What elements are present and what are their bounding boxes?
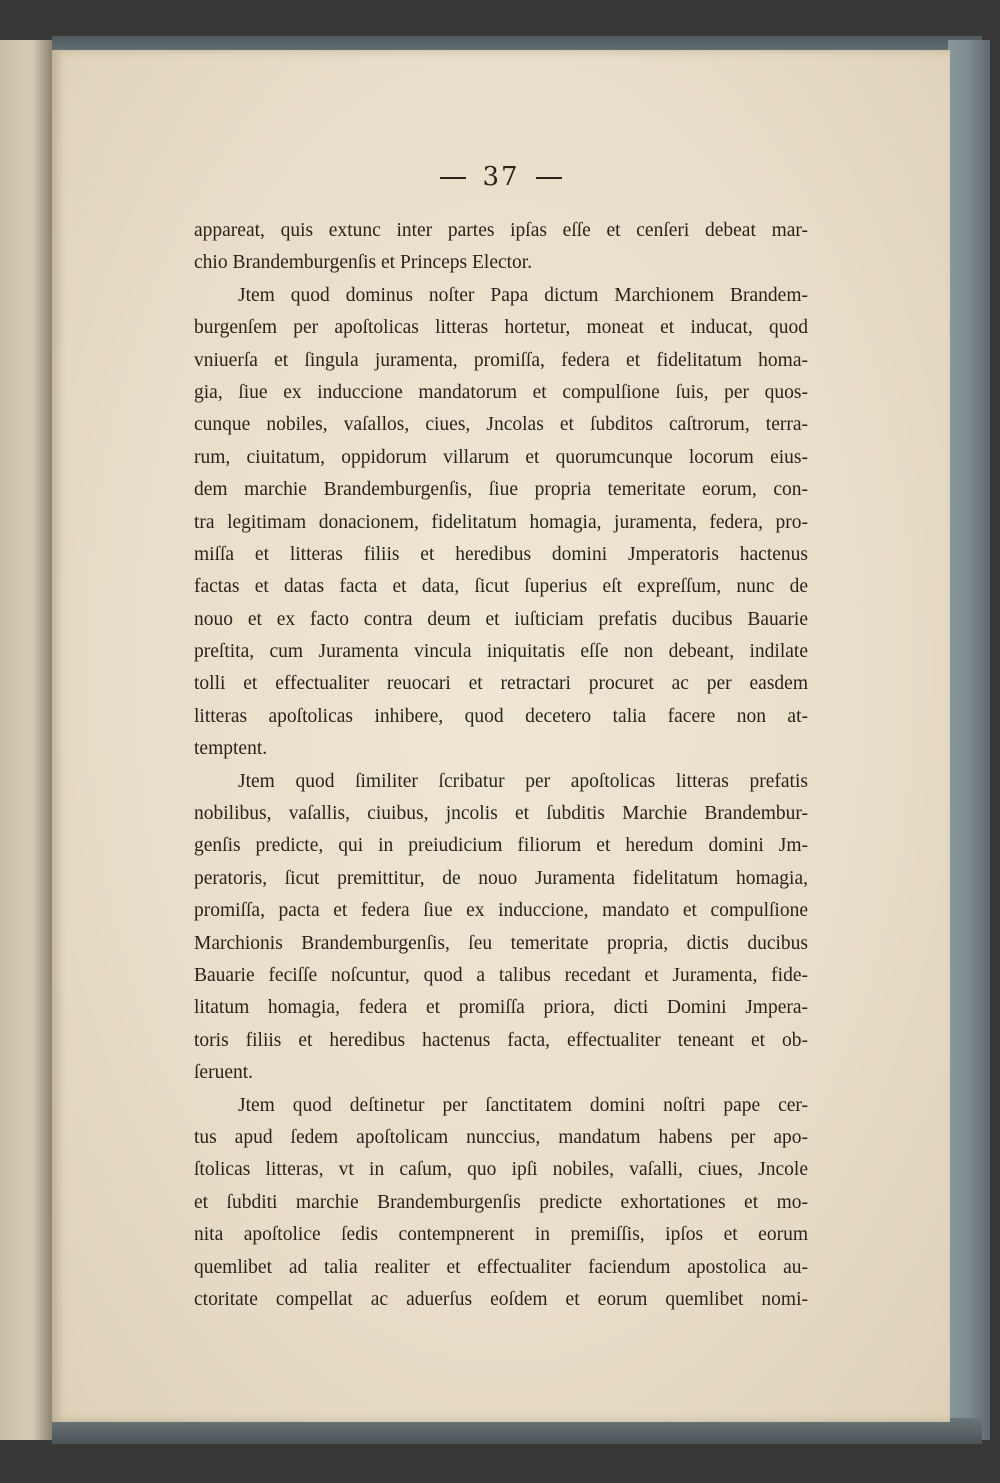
text-line: cunque nobiles, vaſallos, ciues, Jncolas et ſubditos caſtrorum, terra- bbox=[194, 414, 808, 436]
text-line: vniuerſa et ſingula juramenta, promiſſa, federa et fidelitatum homa- bbox=[194, 349, 808, 371]
text-line: Jtem quod dominus noſter Papa dictum Marchionem Brandem- bbox=[238, 284, 808, 306]
text-line: peratoris, ſicut premittitur, de nouo Juramenta fidelitatum homagia, bbox=[194, 867, 808, 889]
text-line: ſtolicas litteras, vt in caſum, quo ipſi nobiles, vaſalli, ciues, Jncole bbox=[194, 1159, 808, 1181]
page-number-value: 37 bbox=[482, 162, 520, 192]
text-line: Bauarie feciſſe noſcuntur, quod a talibus recedant et Juramenta, fide- bbox=[194, 964, 808, 986]
book-page bbox=[52, 50, 950, 1422]
text-line: tus apud ſedem apoſtolicam nunccius, mandatum habens per apo- bbox=[194, 1126, 808, 1148]
text-line: Jtem quod deſtinetur per ſanctitatem domini noſtri pape cer- bbox=[238, 1094, 808, 1116]
text-line: toris filiis et heredibus hactenus facta, effectualiter teneant et ob- bbox=[194, 1029, 808, 1051]
text-line: Jtem quod ſimiliter ſcribatur per apoſtolicas litteras prefatis bbox=[238, 770, 808, 792]
text-line: litatum homagia, federa et promiſſa priora, dicti Domini Jmpera- bbox=[194, 997, 808, 1019]
text-line: factas et datas facta et data, ſicut ſuperius eſt expreſſum, nunc de bbox=[194, 576, 808, 598]
text-line: burgenſem per apoſtolicas litteras hortetur, moneat et inducat, quod bbox=[194, 317, 808, 339]
text-line: rum, ciuitatum, oppidorum villarum et quorumcunque locorum eius- bbox=[194, 446, 808, 468]
text-line: et ſubditi marchie Brandemburgenſis predicte exhortationes et mo- bbox=[194, 1191, 808, 1213]
text-line: tolli et effectualiter reuocari et retractari procuret ac per easdem bbox=[194, 673, 808, 695]
text-line: tra legitimam donacionem, fidelitatum homagia, juramenta, federa, pro- bbox=[194, 511, 808, 533]
text-line: genſis predicte, qui in preiudicium filiorum et heredum domini Jm- bbox=[194, 835, 808, 857]
text-line: nita apoſtolice ſedis contempnerent in premiſſis, ipſos et eorum bbox=[194, 1224, 808, 1246]
page-number bbox=[52, 162, 950, 192]
text-line: promiſſa, pacta et federa ſiue ex induccione, mandato et compulſione bbox=[194, 900, 808, 922]
text-line: quemlibet ad talia realiter et effectualiter faciendum apostolica au- bbox=[194, 1256, 808, 1278]
text-line: nouo et ex facto contra deum et iuſticiam prefatis ducibus Bauarie bbox=[194, 608, 808, 630]
dash-right bbox=[536, 177, 562, 179]
text-line: miſſa et litteras filiis et heredibus domini Jmperatoris hactenus bbox=[194, 543, 808, 565]
dash-left bbox=[440, 177, 466, 179]
text-line: dem marchie Brandemburgenſis, ſiue propria temeritate eorum, con- bbox=[194, 479, 808, 501]
text-line: litteras apoſtolicas inhibere, quod decetero talia facere non at- bbox=[194, 705, 808, 727]
cover-right-edge bbox=[948, 40, 990, 1440]
text-line: ctoritate compellat ac aduerſus eoſdem et eorum quemlibet nomi- bbox=[194, 1288, 808, 1310]
text-line: Marchionis Brandemburgenſis, ſeu temeritate propria, dictis ducibus bbox=[194, 932, 808, 954]
text-line: gia, ſiue ex induccione mandatorum et compulſione ſuis, per quos- bbox=[194, 381, 808, 403]
text-line: chio Brandemburgenſis et Princeps Elector. bbox=[194, 252, 533, 274]
text-line: appareat, quis extunc inter partes ipſas eſſe et cenſeri debeat mar- bbox=[194, 220, 808, 241]
left-page-edge bbox=[0, 40, 52, 1440]
text-line: nobilibus, vaſallis, ciuibus, jncolis et ſubditis Marchie Brandembur- bbox=[194, 803, 808, 825]
text-line: temptent. bbox=[194, 738, 268, 760]
text-line: ſeruent. bbox=[194, 1062, 254, 1084]
page-body-text bbox=[194, 215, 808, 1316]
text-line: preſtita, cum Juramenta vincula iniquitatis eſſe non debeant, indilate bbox=[194, 641, 808, 663]
